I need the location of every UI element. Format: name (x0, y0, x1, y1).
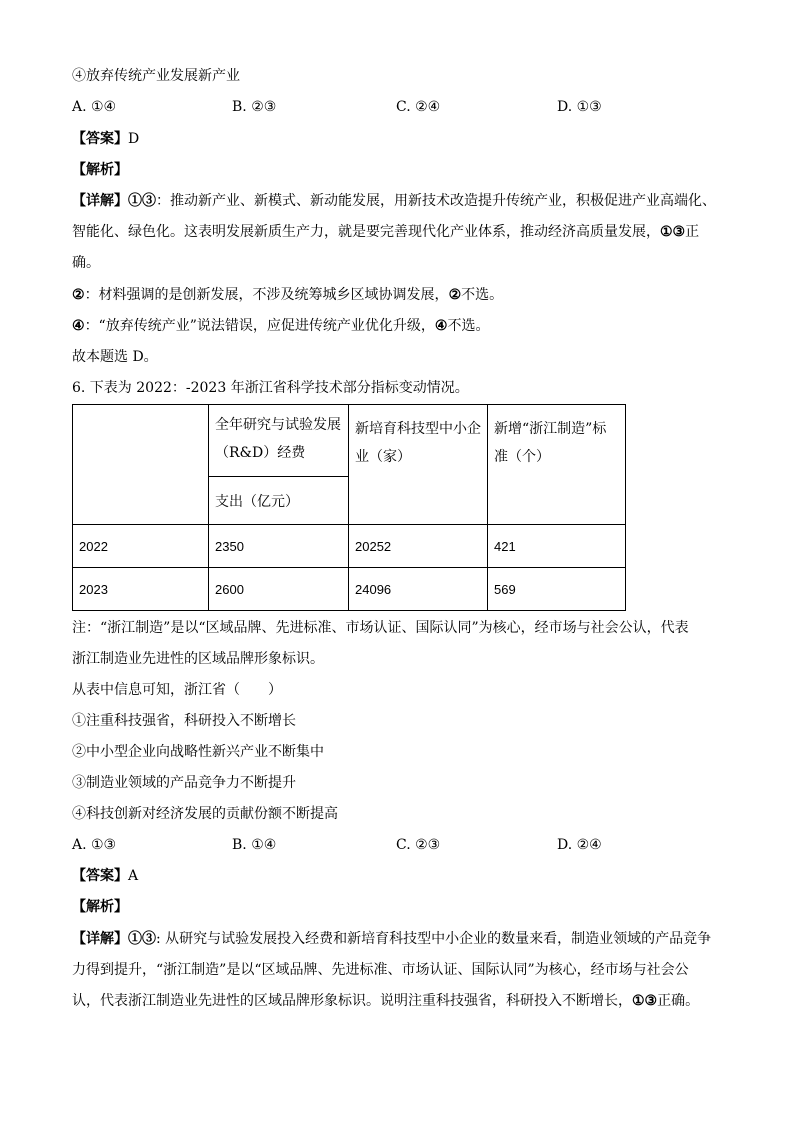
q6-note-line-2: 浙江制造业先进性的区域品牌形象标识。 (72, 651, 324, 667)
detail-text: 智能化、绿色化。这表明发展新质生产力，就是要完善现代化产业体系，推动经济高质量发展， (72, 224, 660, 240)
answer-value: A (128, 868, 139, 884)
q5-item-4: ④放弃传统产业发展新产业 (72, 68, 240, 84)
table-header-rd-bottom: 支出（亿元） (209, 477, 349, 525)
q6-detail-line-1 (72, 929, 711, 949)
table-header-standard: 新增“浙江制造”标准（个） (488, 405, 626, 525)
q5-point-2 (72, 285, 503, 305)
q5-detail-line-1 (72, 191, 716, 211)
point-text: ：材料强调的是创新发展，不涉及统筹城乡区域协调发展， (84, 287, 449, 303)
table-header-rd-top: 全年研究与试验发展（R&D）经费 (209, 405, 349, 477)
point-text: 不选。 (447, 318, 490, 334)
point-num: ④ (434, 318, 448, 334)
q6-item-2: ②中小型企业向战略性新兴产业不断集中 (72, 744, 324, 760)
point-text: 不选。 (461, 287, 504, 303)
q5-detail-line-3: 确。 (72, 255, 100, 271)
q6-detail-line-2: 力得到提升，“浙江制造”是以“区域品牌、先进标准、市场认证、国际认同”为核心，经市场与社会公 (72, 962, 689, 978)
q6-item-1: ①注重科技强省，科研投入不断增长 (72, 713, 296, 729)
point-num: ② (72, 287, 85, 303)
table-cell: 2600 (209, 568, 349, 611)
point-text: ：“放弃传统产业”说法错误，应促进传统产业优化升级， (84, 318, 435, 334)
q5-point-4 (72, 316, 489, 336)
q6-note-line-1: 注：“浙江制造”是以“区域品牌、先进标准、市场认证、国际认同”为核心，经市场与社会公认，代表 (72, 620, 689, 636)
q6-stem: 6. 下表为 2022：-2023 年浙江省科学技术部分指标变动情况。 (72, 380, 469, 396)
detail-text: 认，代表浙江制造业先进性的区域品牌形象标识。说明注重科技强省，科研投入不断增长， (72, 993, 632, 1009)
q6-item-3: ③制造业领域的产品竞争力不断提升 (72, 775, 296, 791)
table-cell: 2022 (73, 525, 209, 568)
q5-option-c: C. ②④ (396, 99, 441, 115)
table-cell: 2023 (73, 568, 209, 611)
detail-nums: ①③ (660, 224, 686, 240)
table-cell: 421 (488, 525, 626, 568)
q5-analysis-tag: 【解析】 (72, 162, 128, 178)
answer-value: D (128, 131, 140, 147)
table-row (73, 525, 626, 568)
answer-tag: 【答案】 (72, 131, 128, 147)
detail-nums: ①③ (632, 993, 658, 1009)
table-cell: 20252 (349, 525, 488, 568)
q6-detail-line-3 (72, 991, 699, 1011)
detail-text: ：推动新产业、新模式、新动能发展，用新技术改造提升传统产业，积极促进产业高端化、 (156, 193, 716, 209)
table-corner-cell (73, 405, 209, 525)
q6-item-4: ④科技创新对经济发展的贡献份额不断提高 (72, 806, 338, 822)
table-cell: 24096 (349, 568, 488, 611)
table-row (73, 568, 626, 611)
detail-text: 正确。 (657, 993, 700, 1009)
q5-option-a: A. ①④ (72, 99, 117, 115)
table-cell: 2350 (209, 525, 349, 568)
detail-text: 正 (685, 224, 700, 240)
q6-option-d: D. ②④ (557, 837, 602, 853)
answer-tag: 【答案】 (72, 868, 128, 884)
detail-tag: 【详解】 (72, 931, 128, 947)
point-num: ② (448, 287, 462, 303)
q5-option-d: D. ①③ (557, 99, 602, 115)
indicator-table (72, 404, 626, 611)
q6-question: 从表中信息可知，浙江省（ ） (72, 682, 282, 698)
point-num: ④ (72, 318, 85, 334)
detail-text: : 从研究与试验发展投入经费和新培育科技型中小企业的数量来看，制造业领域的产品竞争 (156, 931, 712, 947)
q5-conclusion: 故本题选 D。 (72, 349, 158, 365)
q5-answer (72, 129, 139, 149)
table-cell: 569 (488, 568, 626, 611)
q6-option-a: A. ①③ (72, 837, 117, 853)
detail-nums: ①③ (128, 931, 156, 947)
detail-tag: 【详解】 (72, 193, 128, 209)
detail-nums: ①③ (128, 193, 156, 209)
table-header-sme: 新培育科技型中小企业（家） (349, 405, 488, 525)
q5-option-b: B. ②③ (232, 99, 277, 115)
q5-detail-line-2 (72, 222, 699, 242)
q6-answer (72, 866, 138, 886)
q6-analysis-tag: 【解析】 (72, 899, 128, 915)
q6-option-b: B. ①④ (232, 837, 277, 853)
q6-option-c: C. ②③ (396, 837, 441, 853)
